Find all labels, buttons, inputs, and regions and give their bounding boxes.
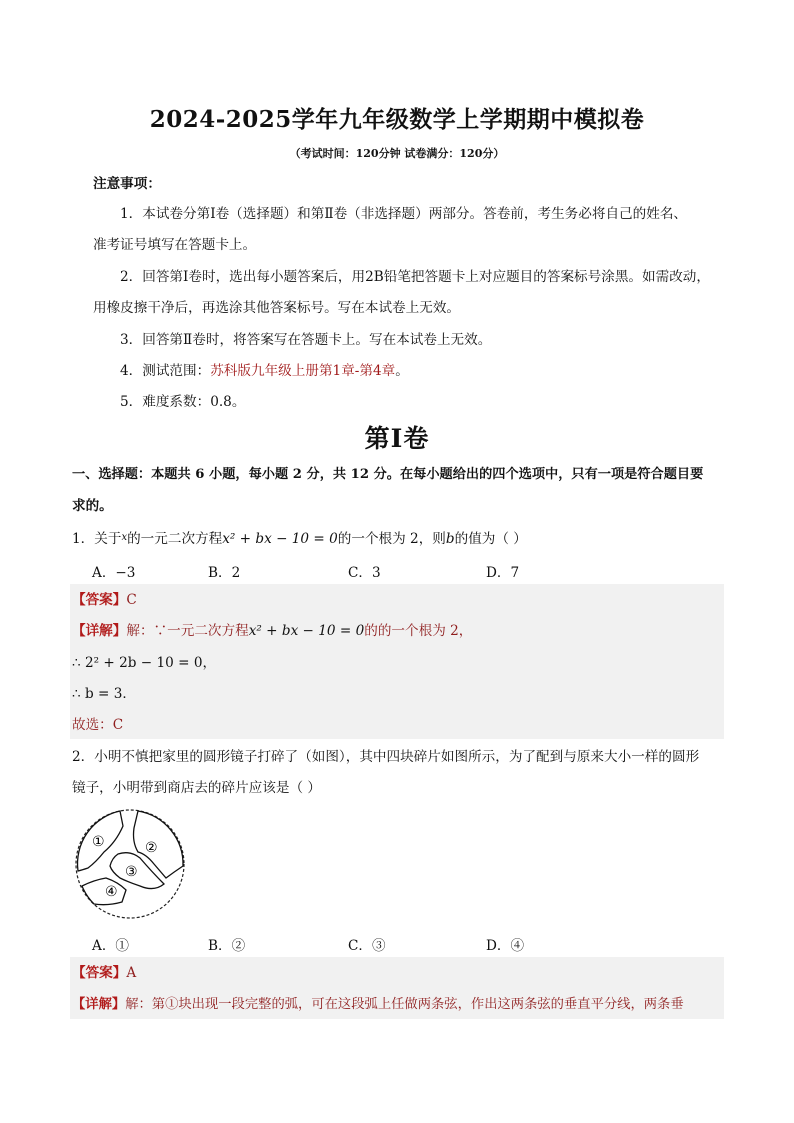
q1-option-b: B．2 bbox=[208, 565, 241, 581]
q2-option-c: C．③ bbox=[348, 938, 386, 954]
q2-stem: 2．小明不慎把家里的圆形镜子打碎了（如图），其中四块碎片如图所示，为了配到与原来大小一样的圆形 bbox=[72, 749, 700, 765]
q2-answer-value: A bbox=[126, 965, 137, 981]
figure-label-2: ② bbox=[145, 840, 158, 856]
q1-equation: x² + bx − 10 = 0 bbox=[222, 531, 338, 547]
figure-label-3: ③ bbox=[125, 864, 138, 880]
q1-final: 故选：C bbox=[72, 717, 124, 733]
notice-item-4-suffix: 。 bbox=[395, 363, 409, 379]
q1-stem-d: 的值为（ ） bbox=[454, 531, 527, 547]
q1-detail-line-2: ∴ 2² + 2b − 10 = 0， bbox=[72, 655, 217, 671]
q2-answer bbox=[72, 964, 136, 982]
q2-option-a: A．① bbox=[92, 938, 130, 954]
q1-answer-label: 【答案】 bbox=[72, 592, 127, 608]
q2-option-b: B．② bbox=[208, 938, 246, 954]
q1-detail-line-3: ∴ b = 3． bbox=[72, 686, 136, 702]
broken-mirror-figure bbox=[68, 806, 198, 924]
q1-detail-equation: x² + bx − 10 = 0 bbox=[248, 623, 365, 639]
q1-detail-b: 的的一个根为 2， bbox=[364, 623, 473, 639]
q1-answer bbox=[72, 591, 137, 609]
notice-item-1: 1．本试卷分第Ⅰ卷（选择题）和第Ⅱ卷（非选择题）两部分。答卷前，考生务必将自己的姓名、 bbox=[120, 206, 688, 222]
q2-detail-label: 【详解】 bbox=[72, 997, 126, 1012]
q1-answer-value: C bbox=[126, 592, 137, 608]
exam-time-subtitle: （考试时间：120分钟 试卷满分：120分） bbox=[289, 147, 505, 160]
notice-item-2: 2．回答第Ⅰ卷时，选出每小题答案后，用2B铅笔把答题卡上对应题目的答案标号涂黑。如需改动， bbox=[120, 269, 710, 285]
notice-item-1-cont: 准考证号填写在答题卡上。 bbox=[93, 237, 257, 253]
page-title: 2024-2025学年九年级数学上学期期中模拟卷 bbox=[149, 106, 645, 133]
q1-stem-a: 1．关于 bbox=[72, 531, 122, 547]
figure-label-1: ① bbox=[92, 834, 105, 850]
section-title: 第Ⅰ卷 bbox=[364, 424, 430, 453]
q1-option-c: C．3 bbox=[348, 565, 381, 581]
section-intro-cont: 求的。 bbox=[72, 498, 113, 514]
q2-detail-text: 解：第①块出现一段完整的弧，可在这段弧上任做两条弦，作出这两条弦的垂直平分线，两条垂 bbox=[125, 997, 684, 1012]
q1-stem-c: 的一个根为 2，则 bbox=[337, 531, 446, 547]
q1-var-x: x bbox=[121, 532, 128, 543]
q1-var-b: b bbox=[445, 531, 455, 547]
q2-detail bbox=[72, 996, 684, 1014]
q1-detail bbox=[72, 622, 472, 640]
q1-detail-a: 解：∵一元二次方程 bbox=[126, 623, 249, 639]
q2-option-d: D．④ bbox=[486, 938, 525, 954]
notice-heading: 注意事项： bbox=[93, 176, 161, 192]
notice-item-4-prefix: 4．测试范围： bbox=[120, 363, 211, 379]
q2-answer-label: 【答案】 bbox=[72, 965, 127, 981]
fragment-4 bbox=[82, 878, 126, 905]
q1-stem bbox=[72, 529, 527, 548]
q2-stem-cont: 镜子，小明带到商店去的碎片应该是（ ） bbox=[72, 780, 322, 796]
test-scope: 苏科版九年级上册第1章-第4章 bbox=[210, 363, 396, 379]
notice-item-4 bbox=[120, 362, 409, 380]
notice-item-3: 3．回答第Ⅱ卷时，将答案写在答题卡上。写在本试卷上无效。 bbox=[120, 332, 492, 348]
section-intro: 一、选择题：本题共 6 小题，每小题 2 分，共 12 分。在每小题给出的四个选项中，只有一项是符合题目要 bbox=[72, 467, 704, 482]
notice-item-2-cont: 用橡皮擦干净后，再选涂其他答案标号。写在本试卷上无效。 bbox=[93, 300, 461, 316]
q1-stem-b: 的一元二次方程 bbox=[127, 531, 223, 547]
figure-label-4: ④ bbox=[105, 884, 118, 900]
q1-detail-label: 【详解】 bbox=[72, 623, 127, 639]
q1-option-a: A．−3 bbox=[92, 565, 136, 581]
q1-option-d: D．7 bbox=[486, 565, 520, 581]
notice-item-5: 5．难度系数：0.8。 bbox=[120, 394, 246, 410]
